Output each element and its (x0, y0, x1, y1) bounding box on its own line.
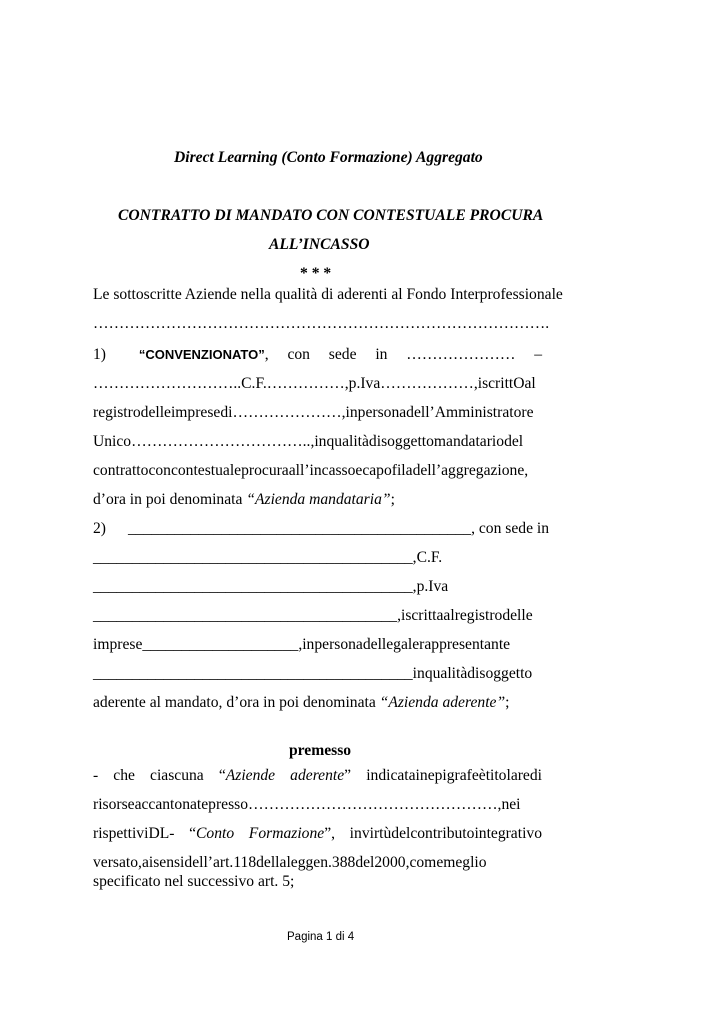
document-header-title: Direct Learning (Conto Formazione) Aggregato (174, 149, 483, 166)
rappresentante-blank: _________________________________________ (93, 665, 413, 682)
party-1-name: “CONVENZIONATO” (138, 347, 265, 362)
word: in (375, 346, 388, 363)
party-2-line-2: _________________________________________,C.F. (93, 549, 443, 566)
party-2-line-3: _________________________________________,p.Iva (93, 578, 449, 595)
fund-name-placeholder: ……………………………………………………………………………. (93, 315, 550, 332)
contract-title-line-2: ALL’INCASSO (269, 236, 370, 253)
word: – (534, 346, 543, 363)
cf-blank: _________________________________________, (93, 578, 417, 595)
party-1-line-3: registrodelleimpresedi…………………,inpersonadell’Amministratore (93, 404, 534, 421)
company-name-blank: ____________________________________________, (128, 520, 475, 537)
party-2-line-6: _________________________________________inqualitàdisoggetto (93, 665, 533, 682)
word: con (287, 346, 310, 363)
party-2-line-4: _______________________________________,iscrittaalregistrodelle (93, 607, 533, 624)
sede-blank: _________________________________________, (93, 549, 417, 566)
clause-1-line-1: - che ciascuna “Aziende aderente” indicatainepigrafeètitolaredi (93, 767, 542, 784)
clause-1-line-4: versato,aisensidell’art.118dellaleggen.388del2000,comemeglio (93, 854, 487, 871)
party-1-line-5: contrattoconcontestualeprocuraall’incassoecapofiladell’aggregazione, (93, 462, 529, 479)
separator-stars: * * * (300, 265, 332, 282)
conto-formazione-term: Conto Formazione (196, 825, 325, 842)
clause-1-line-2: risorseaccantonatepresso…………………………………………,nei (93, 796, 521, 813)
party-1-name-comma: , (264, 346, 269, 363)
party-1-line-2: ………………………..C.F.……………,p.Iva………………,iscrittOal (93, 375, 536, 392)
premesso-heading: premesso (289, 742, 352, 759)
clause-1-line-5: specificato nel successivo art. 5; (93, 873, 295, 890)
party-1-number: 1) (93, 346, 106, 363)
azienda-mandataria-term: “Azienda mandataria” (246, 491, 391, 508)
registro-blank: ____________________, (142, 636, 303, 653)
party-2-line-1: ____________________________________________, con sede in (128, 520, 550, 537)
contract-title-line-1: CONTRATTO DI MANDATO CON CONTESTUALE PROCURA (118, 207, 544, 224)
party-2-number: 2) (93, 520, 106, 537)
clause-1-line-3: rispettiviDL- “Conto Formazione”, invirtùdelcontributointegrativo (93, 825, 542, 842)
party-1-line-6: d’ora in poi denominata “Azienda mandataria”; (93, 491, 395, 508)
party-1-line-1 (93, 345, 542, 365)
word: sede (328, 346, 357, 363)
page-number-footer: Pagina 1 di 4 (287, 931, 355, 943)
party-2-line-7: aderente al mandato, d’ora in poi denominata “Azienda aderente”; (93, 694, 510, 711)
iva-blank: _______________________________________, (93, 607, 401, 624)
party-2-line-5: imprese____________________,inpersonadellegalerappresentante (93, 636, 511, 653)
azienda-aderente-term: “Azienda aderente” (379, 694, 506, 711)
party-1-line-4: Unico……………………………..,inqualitàdisoggettomandatariodel (93, 433, 524, 450)
intro-line: Le sottoscritte Aziende nella qualità di aderenti al Fondo Interprofessionale (93, 286, 563, 303)
aziende-aderente-term: Aziende aderente (225, 767, 345, 784)
location-placeholder: ………………… (406, 346, 516, 363)
presso-placeholder: …………………………………………, (248, 796, 502, 813)
